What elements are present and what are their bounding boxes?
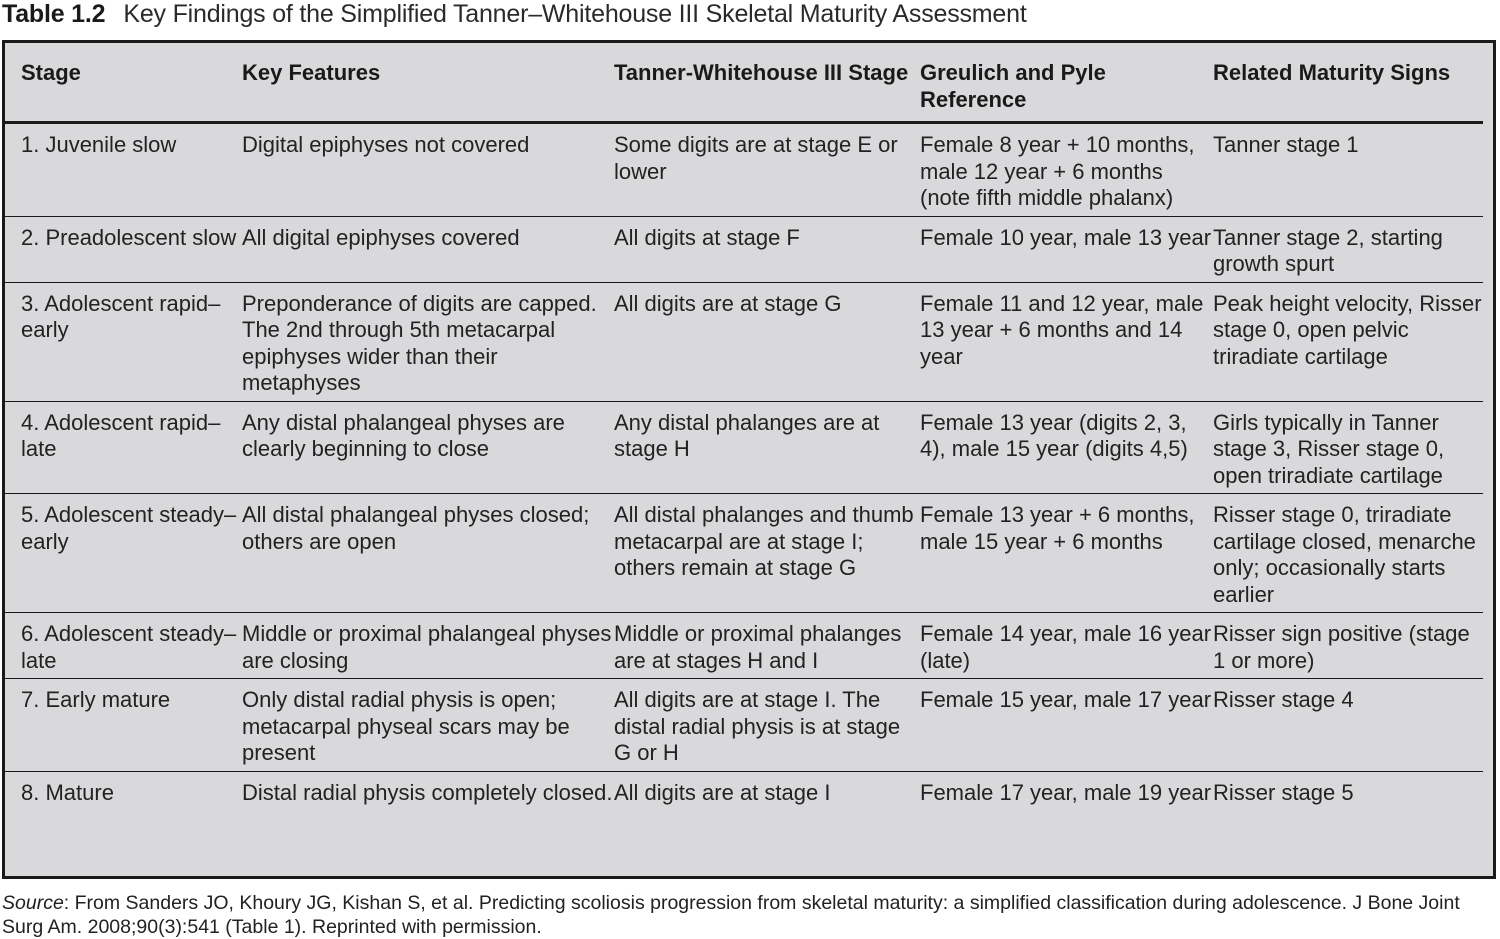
source-text: : From Sanders JO, Khoury JG, Kishan S, et al. Predicting scoliosis progression from skeletal maturity: a simplified classification during adolescence. J Bone Joint Surg Am. 2008;90(3):541 (Table 1). Reprinted with permission. bbox=[2, 892, 1460, 938]
cell-stage: 6. Adolescent steady–late bbox=[21, 621, 237, 673]
table-title: Key Findings of the Simplified Tanner–Whitehouse III Skeletal Maturity Assessment bbox=[123, 0, 1027, 28]
table-row bbox=[5, 679, 1483, 772]
cell-maturity-signs: Risser stage 5 bbox=[1213, 779, 1354, 805]
cell-maturity-signs: Risser stage 4 bbox=[1213, 687, 1354, 712]
table-header-row bbox=[5, 43, 1483, 123]
cell-stage: 8. Mature bbox=[21, 779, 114, 805]
cell-key-features: Only distal radial physis is open; metacarpal physeal scars may be present bbox=[242, 687, 570, 765]
cell-tw3-stage: Any distal phalanges are at stage H bbox=[614, 409, 880, 461]
cell-tw3-stage: Some digits are at stage E or lower bbox=[614, 132, 898, 184]
cell-stage: 3. Adolescent rapid–early bbox=[21, 290, 221, 342]
cell-maturity-signs: Risser sign positive (stage 1 or more) bbox=[1213, 621, 1470, 673]
source-note bbox=[2, 891, 1498, 939]
findings-table-container bbox=[2, 40, 1496, 879]
table-row bbox=[5, 494, 1483, 613]
cell-greulich-pyle: Female 17 year, male 19 year bbox=[920, 779, 1212, 805]
cell-greulich-pyle: Female 13 year + 6 months, male 15 year + 6 months bbox=[920, 502, 1195, 554]
cell-greulich-pyle: Female 10 year, male 13 year bbox=[920, 224, 1212, 250]
table-row bbox=[5, 613, 1483, 679]
cell-tw3-stage: Middle or proximal phalanges are at stages H and I bbox=[614, 621, 902, 673]
cell-tw3-stage: All digits are at stage G bbox=[614, 290, 842, 316]
cell-stage: 1. Juvenile slow bbox=[21, 132, 177, 157]
cell-maturity-signs: Risser stage 0, triradiate cartilage closed, menarche only; occasionally starts earlier bbox=[1213, 502, 1476, 607]
cell-tw3-stage: All digits are at stage I bbox=[614, 779, 831, 805]
cell-stage: 5. Adolescent steady–early bbox=[21, 502, 237, 554]
table-row bbox=[5, 216, 1483, 282]
header-greulich-pyle: Greulich and Pyle Reference bbox=[920, 60, 1106, 112]
source-label: Source bbox=[2, 892, 64, 914]
cell-tw3-stage: All distal phalanges and thumb metacarpal are at stage I; others remain at stage G bbox=[614, 502, 914, 580]
cell-greulich-pyle: Female 13 year (digits 2, 3, 4), male 15 year (digits 4,5) bbox=[920, 409, 1188, 461]
table-row bbox=[5, 771, 1483, 810]
cell-key-features: All digital epiphyses covered bbox=[242, 224, 520, 250]
header-maturity-signs: Related Maturity Signs bbox=[1213, 60, 1451, 85]
cell-greulich-pyle: Female 11 and 12 year, male 13 year + 6 months and 14 year bbox=[920, 290, 1204, 369]
table-caption bbox=[2, 0, 1027, 34]
table-row bbox=[5, 282, 1483, 401]
cell-stage: 7. Early mature bbox=[21, 687, 171, 712]
cell-maturity-signs: Tanner stage 1 bbox=[1213, 132, 1359, 157]
table-row bbox=[5, 401, 1483, 494]
cell-maturity-signs: Girls typically in Tanner stage 3, Risser stage 0, open triradiate cartilage bbox=[1213, 409, 1445, 488]
cell-greulich-pyle: Female 15 year, male 17 year bbox=[920, 687, 1212, 712]
cell-maturity-signs: Peak height velocity, Risser stage 0, open pelvic triradiate cartilage bbox=[1213, 290, 1482, 369]
header-stage: Stage bbox=[21, 60, 81, 85]
cell-key-features: Distal radial physis completely closed. bbox=[242, 779, 613, 805]
cell-key-features: Digital epiphyses not covered bbox=[242, 132, 530, 157]
header-key-features: Key Features bbox=[242, 60, 381, 85]
table-row bbox=[5, 123, 1483, 217]
cell-key-features: Any distal phalangeal physes are clearly beginning to close bbox=[242, 409, 565, 461]
cell-stage: 4. Adolescent rapid–late bbox=[21, 409, 221, 461]
cell-key-features: Preponderance of digits are capped. The 2nd through 5th metacarpal epiphyses wider than their metaphyses bbox=[242, 290, 597, 395]
table-number: Table 1.2 bbox=[2, 0, 106, 28]
cell-key-features: All distal phalangeal physes closed; others are open bbox=[242, 502, 590, 554]
cell-tw3-stage: All digits at stage F bbox=[614, 224, 800, 250]
header-tw3-stage: Tanner-Whitehouse III Stage bbox=[614, 60, 909, 85]
cell-key-features: Middle or proximal phalangeal physes are closing bbox=[242, 621, 612, 673]
cell-greulich-pyle: Female 8 year + 10 months, male 12 year + 6 months (note fifth middle phalanx) bbox=[920, 132, 1195, 210]
findings-table bbox=[5, 43, 1483, 810]
cell-stage: 2. Preadolescent slow bbox=[21, 224, 237, 250]
cell-maturity-signs: Tanner stage 2, starting growth spurt bbox=[1213, 224, 1443, 276]
cell-greulich-pyle: Female 14 year, male 16 year (late) bbox=[920, 621, 1212, 673]
cell-tw3-stage: All digits are at stage I. The distal radial physis is at stage G or H bbox=[614, 687, 901, 765]
